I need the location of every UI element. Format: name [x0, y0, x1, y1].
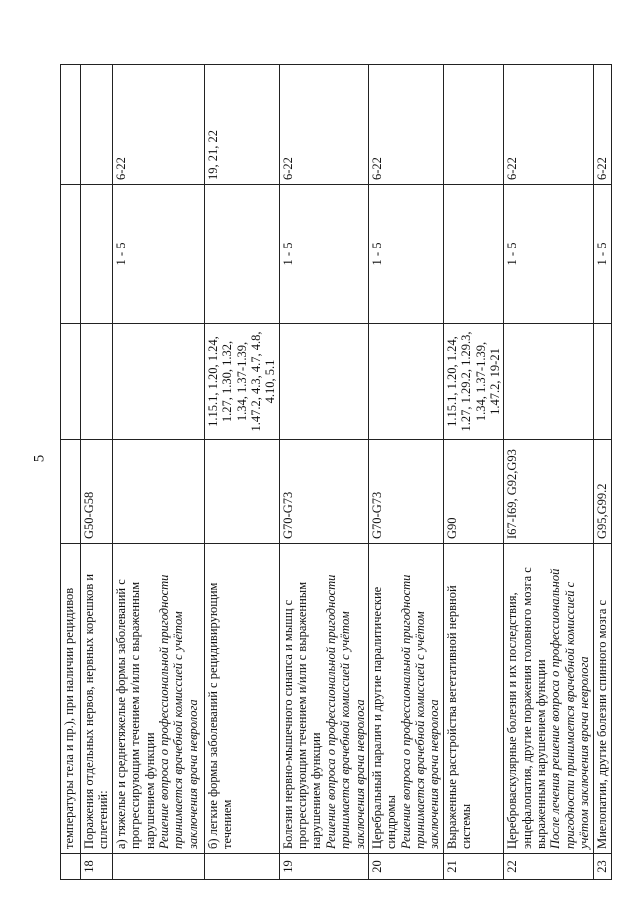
icd-code: G95,G99.2 [594, 440, 612, 544]
icd-code [204, 440, 279, 544]
disease-name: Церебральный паралич и другие паралитические синдромы [369, 586, 399, 849]
table-row [112, 65, 204, 880]
disease-cell [443, 544, 504, 854]
row-number: 23 [594, 854, 612, 880]
work-types: 6-22 [112, 65, 204, 185]
table-row [61, 65, 81, 880]
factor-points [81, 324, 113, 440]
hazard-classes: 1 - 5 [279, 185, 368, 324]
table-row [81, 65, 113, 880]
hazard-classes [81, 185, 113, 324]
disease-cell [368, 544, 443, 854]
icd-code [112, 440, 204, 544]
work-types [61, 65, 81, 185]
disease-name: Миелопатии, другие болезни спинного мозга с [595, 599, 610, 849]
disease-name: б) легкие формы заболеваний с рецидивирующим течением [205, 582, 235, 849]
icd-code: G90 [443, 440, 504, 544]
table-row [443, 65, 504, 880]
work-types: 6-22 [504, 65, 594, 185]
work-types [443, 65, 504, 185]
factor-points [368, 324, 443, 440]
icd-code: I67-I69, G92,G93 [504, 440, 594, 544]
disease-name: Поражения отдельных нервов, нервных корешков и сплетений: [82, 573, 111, 849]
disease-cell [112, 544, 204, 854]
requirements-table [60, 64, 612, 880]
row-number [61, 854, 81, 880]
disease-name: Цереброваскулярные болезни и их последствия, энцефалопатия, другие поражения головного мозга с выраженным нарушением функции [505, 567, 548, 849]
hazard-classes [443, 185, 504, 324]
icd-code [61, 440, 81, 544]
work-types: 6-22 [279, 65, 368, 185]
icd-code: G70-G73 [279, 440, 368, 544]
decision-note: Решение вопроса о профессиональной пригодности принимается врачебной комиссией с учётом заключения врача невролога [156, 574, 200, 849]
factor-points [504, 324, 594, 440]
factor-points [61, 324, 81, 440]
work-types: 6-22 [594, 65, 612, 185]
decision-note: После лечения решение вопроса о профессиональной пригодности принимается врачебной комиссией с учётом заключения врача невролога [548, 568, 592, 849]
hazard-classes: 1 - 5 [504, 185, 594, 324]
table-row [504, 65, 594, 880]
row-number: 19 [279, 854, 368, 880]
disease-name: Выраженные расстройства вегетативной нервной системы [444, 585, 474, 849]
hazard-classes [61, 185, 81, 324]
hazard-classes: 1 - 5 [368, 185, 443, 324]
row-number: 22 [504, 854, 594, 880]
work-types: 19, 21, 22 [204, 65, 279, 185]
hazard-classes: 1 - 5 [594, 185, 612, 324]
disease-cell [81, 544, 113, 854]
disease-name: Болезни нервно-мышечного синапса и мышц с прогрессирующим течением и/или с выраженным нарушением функции [280, 581, 324, 849]
decision-note: Решение вопроса о профессиональной пригодности принимается врачебной комиссией с учётом заключения врача невролога [398, 574, 442, 849]
factor-points [279, 324, 368, 440]
page-number: 5 [31, 454, 48, 463]
hazard-classes [204, 185, 279, 324]
row-number: 21 [443, 854, 504, 880]
row-number: 18 [81, 854, 113, 880]
table-row [204, 65, 279, 880]
factor-points [112, 324, 204, 440]
rotated-table-container [60, 65, 635, 880]
table-row [279, 65, 368, 880]
disease-cell [594, 544, 612, 854]
factor-points [594, 324, 612, 440]
disease-cell [279, 544, 368, 854]
disease-name: а) тяжелые и среднетяжелые формы заболеваний с прогрессирующим течением и/или с выраженным нарушением функции [113, 579, 157, 849]
disease-cell [204, 544, 279, 854]
decision-note: Решение вопроса о профессиональной пригодности принимается врачебной комиссией с учётом заключения врача невролога [323, 574, 367, 849]
row-number: 20 [368, 854, 443, 880]
row-number [204, 854, 279, 880]
table-row [368, 65, 443, 880]
table-row [594, 65, 612, 880]
hazard-classes: 1 - 5 [112, 185, 204, 324]
work-types [81, 65, 113, 185]
icd-code: G70-G73 [368, 440, 443, 544]
factor-points: 1.15.1, 1.20, 1.24, 1.27, 1.29.2, 1.29.3, 1.34, 1.37-1.39, 1.47.2, 19-21 [443, 324, 504, 440]
icd-code: G50-G58 [81, 440, 113, 544]
work-types: 6-22 [368, 65, 443, 185]
disease-name: температуры тела и пр.), при наличии рецидивов [62, 587, 76, 849]
disease-cell [504, 544, 594, 854]
disease-cell [61, 544, 81, 854]
factor-points: 1.15.1, 1.20, 1.24, 1.27, 1.30, 1.32, 1.34, 1.37-1.39, 1.47.2, 4.3, 4.7, 4.8, 4.10, 5.1 [204, 324, 279, 440]
row-number [112, 854, 204, 880]
